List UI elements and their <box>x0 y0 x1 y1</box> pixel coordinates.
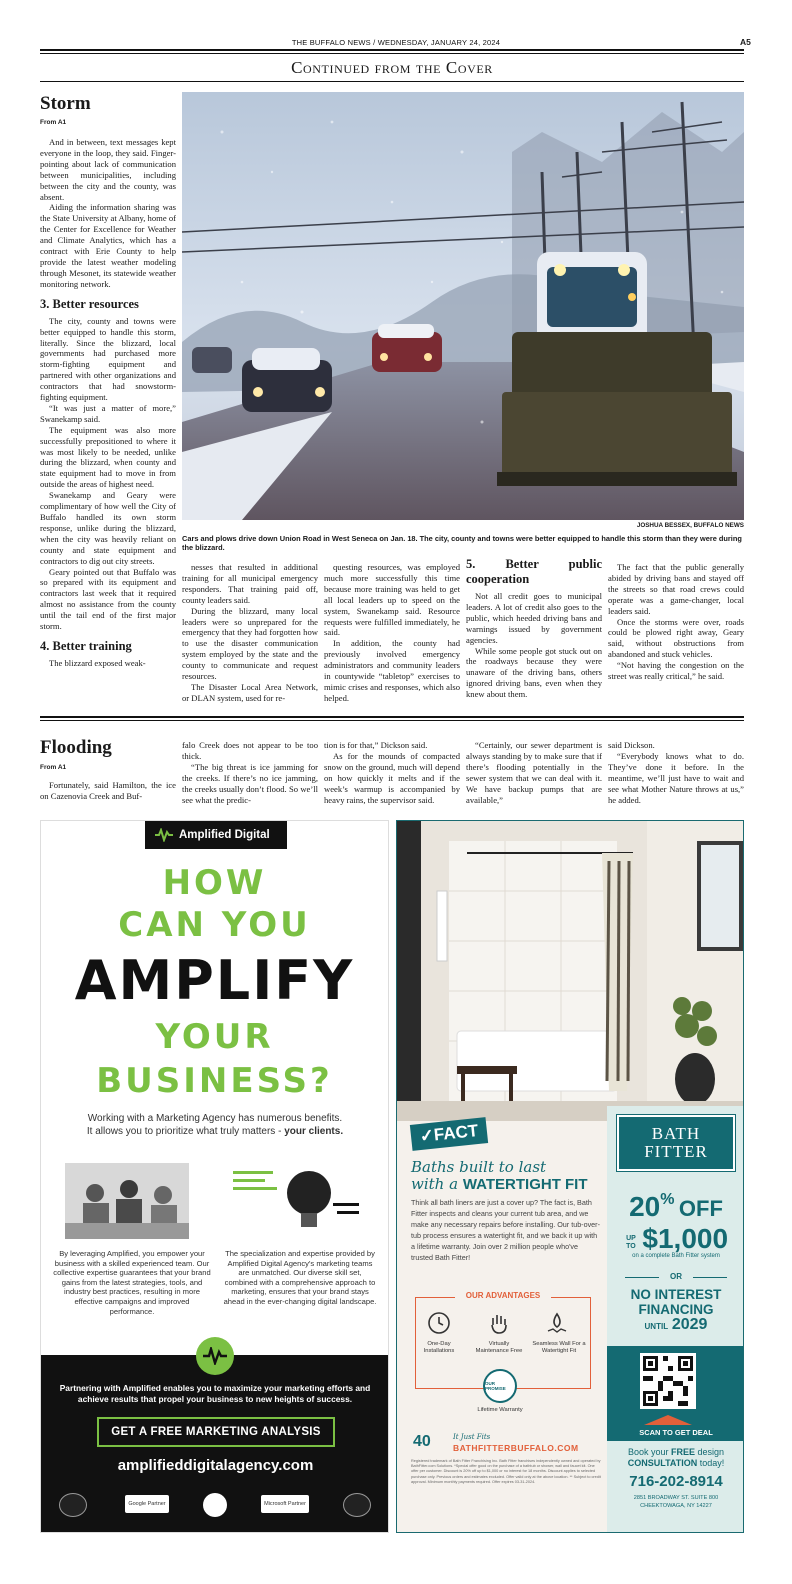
adv-seamless: Seamless Wall For a Watertight Fit <box>532 1341 586 1354</box>
bath-fitter-logo <box>617 1115 735 1171</box>
team-photo <box>65 1163 189 1239</box>
amp-intro-emphasis: your clients. <box>284 1125 344 1137</box>
paragraph: Not all credit goes to municipal leaders. A lot of credit also goes to the public, which heeded driving bans and warnings issued by government agencies. <box>466 591 602 645</box>
financing-year: 2029 <box>671 1316 708 1333</box>
book-free: FREE <box>670 1447 695 1457</box>
book-text-a: Book your <box>627 1447 671 1457</box>
subhead-better-resources: 3. Better resources <box>40 296 139 311</box>
section-rule-thin <box>40 720 744 721</box>
until-label: UNTIL <box>644 1322 669 1331</box>
paragraph: Swanekamp and Geary were complimentary of how well the City of Buffalo handled its own storm response, unlike during the blizzard, when the city was heavily reliant on county and state equipment and contractors to dig out city streets. <box>40 490 176 566</box>
up-to-label: UP TO <box>626 1235 636 1250</box>
paragraph: During the blizzard, many local leaders were so unprepared for the emergency that they had forgotten how to use the disaster communication system employed by the state and the county to communicate and request resources. <box>182 605 318 682</box>
amp-headline-2: CAN YOU <box>118 905 311 945</box>
flooding-headline: Flooding <box>40 737 112 758</box>
hand-icon <box>487 1311 511 1335</box>
award-badge-left <box>59 1493 87 1517</box>
amp-intro-text: Working with a Marketing Agency has numerous benefits. It allows you to prioritize what truly matters - <box>86 1113 343 1137</box>
book-text-e: today! <box>697 1458 725 1468</box>
clock-icon <box>427 1311 451 1335</box>
bf-body: Think all bath liners are just a cover up? The fact is, Bath Fitter inspects and cleans your current tub area, and we make any necessary repairs before installing. Our tub-over-tub process ensures a watertight fit, and we back it up with a lifetime warranty. Join over 2 million people who've trusted Bath Fitter! <box>411 1198 600 1262</box>
bf-headline <box>411 1159 588 1193</box>
storm-jump-from: From A1 <box>40 119 67 126</box>
header-rule-thin <box>40 53 744 54</box>
financing-line-2: FINANCING <box>638 1302 714 1317</box>
off-label: OFF <box>678 1196 723 1221</box>
amp-partner-text: Partnering with Amplified enables you to maximize your marketing efforts and achieve results that propel your business to new heights of success. <box>59 1383 371 1404</box>
storm-column-1 <box>40 137 176 669</box>
water-drop-icon <box>545 1311 569 1335</box>
adv-lifetime: Lifetime Warranty <box>477 1407 523 1413</box>
bath-fitter-ad[interactable] <box>396 820 744 1533</box>
pulse-badge-icon <box>203 1347 227 1365</box>
paragraph: And in between, text messages kept everyone in the loop, they said. Finger-pointing about lack of communication between municipalities, including between the city and the county, was absent. <box>40 137 176 202</box>
qr-code-graphic <box>643 1356 693 1406</box>
paragraph: “It was just a matter of more,” Swanekamp said. <box>40 402 176 424</box>
paragraph: “Certainly, our sewer department is always standing by to make sure that if there’s flooding potentially in the sewer system that we can deal with it. We have backup pumps that are available,” <box>466 740 602 805</box>
system-note: on a complete Bath Fitter system <box>632 1253 720 1259</box>
paragraph: Once the storms were over, roads could be plowed right away, Geary said, without obstructions from abandoned and stuck vehicles. <box>608 616 744 660</box>
paragraph: As for the mounds of compacted snow on the ground, much will depend on how quickly it melts and if the week’s warmup is accompanied by heavy rains, the supervisor said. <box>324 750 460 805</box>
book-consultation: CONSULTATION <box>627 1458 698 1468</box>
paragraph: The blizzard exposed weak- <box>49 657 146 668</box>
plow-scene-illustration <box>182 92 744 520</box>
paragraph: “Everybody knows what to do. They’ve done it before. In the meantime, we’ll just have to wait and see what Mother Nature throws at us,” he added. <box>608 750 744 805</box>
amp-right-text: The specialization and expertise provided by Amplified Digital Agency's marketing teams are unmatched. Our diverse skill set, combined with a comprehensive approach to marketing, ensures that your brand stays ahead in the ever-changing digital landscape. <box>223 1249 377 1306</box>
adv-maintenance: Virtually Maintenance Free <box>475 1341 523 1354</box>
paragraph: In addition, the county had previously involved emergency administrators and community leaders in countywide “tabletop” exercises to mimic crises and responses, which also helped. <box>324 638 460 703</box>
award-badge-right <box>343 1493 371 1517</box>
flooding-column-3 <box>324 740 460 805</box>
lightbulb-icon <box>229 1163 363 1239</box>
flooding-jump-from: From A1 <box>40 764 67 771</box>
book-text-c: design <box>695 1447 725 1457</box>
amplified-logo <box>145 821 287 849</box>
website-link[interactable]: BATHFITTERBUFFALO.COM <box>453 1443 579 1453</box>
bf-headline-2a: with a <box>411 1175 463 1193</box>
amplified-digital-ad[interactable] <box>40 820 389 1533</box>
flooding-column-2 <box>182 740 318 805</box>
header-rule <box>40 49 744 51</box>
consult-text <box>607 1447 744 1469</box>
flooding-column-4 <box>466 740 602 805</box>
amp-headline-4: YOUR <box>155 1017 274 1057</box>
storm-column-3 <box>324 562 460 704</box>
section-rule <box>40 716 744 718</box>
banner-rule <box>40 81 744 82</box>
paragraph: Geary pointed out that Buffalo was so prepared with its equipment and contractors last week that it required almost no assistance from the county until the tail end of the first major storm. <box>40 566 176 632</box>
pulse-icon <box>155 828 173 842</box>
flooding-column-1 <box>40 780 176 802</box>
discount-offer <box>617 1191 735 1223</box>
paragraph: The Disaster Local Area Network, or DLAN system, used for re- <box>182 681 318 703</box>
discount-amount <box>617 1223 735 1255</box>
financing-offer <box>617 1287 735 1334</box>
amp-headline-5: BUSINESS? <box>96 1061 333 1101</box>
team-illustration <box>65 1163 189 1239</box>
amp-headline-3: AMPLIFY <box>74 949 355 1012</box>
amp-left-text: By leveraging Amplified, you empower your business with a skilled experienced team. Our collective expertise guarantees that your brand gains from the latest strategies, tools, and industry best practices, resulting in more effective campaigns and improved performance. <box>53 1249 211 1316</box>
scan-label: SCAN TO GET DEAL <box>639 1428 713 1437</box>
paragraph: falo Creek does not appear to be too thick. <box>182 740 318 761</box>
bathroom-photo <box>397 821 744 1121</box>
amp-badge-icon <box>196 1337 234 1375</box>
advantages-title: OUR ADVANTAGES <box>455 1291 551 1300</box>
storm-headline: Storm <box>40 93 91 114</box>
subhead-better-training: 4. Better training <box>40 638 132 653</box>
financing-line-1: NO INTEREST <box>630 1287 722 1302</box>
percent-sign: % <box>660 1191 675 1208</box>
partner-badge-center <box>203 1493 227 1517</box>
qr-code[interactable] <box>640 1353 696 1409</box>
subhead-better-public-cooperation: 5. Better public cooperation <box>466 557 602 586</box>
brand-line-2: FITTER <box>644 1142 708 1161</box>
storm-photo <box>182 92 744 520</box>
address-line-2: CHEEKTOWAGA, NY 14227 <box>640 1502 712 1509</box>
paragraph: nesses that resulted in additional training for all municipal emergency responders. That training paid off, county leaders said. <box>182 562 318 605</box>
amplified-logo-text: Amplified Digital <box>179 829 270 841</box>
fact-badge: ✓FACT <box>410 1117 488 1151</box>
paragraph: said Dickson. <box>608 740 655 750</box>
paragraph: “Not having the congestion on the street was really critical,” he said. <box>608 660 744 682</box>
address-line-1: 2851 BROADWAY ST. SUITE 800 <box>633 1495 719 1501</box>
adv-one-day: One-Day Installations <box>423 1341 455 1354</box>
page-number: A5 <box>740 37 751 47</box>
paragraph: “The big threat is ice jamming for the creeks. If there’s no ice jamming, the creeks usually don’t flood. So we’ll see what the predic- <box>182 761 318 805</box>
or-label: OR <box>659 1272 693 1281</box>
brand-line-1: BATH <box>651 1124 701 1143</box>
lightbulb-graphic <box>229 1163 363 1239</box>
paragraph: Aiding the information sharing was the State University at Albany, home of the Center for Excellence for Weather and Climate Analytics, which has a contract with Erie County to help provide the latest weather modeling through Mesonet, its statewide weather monitoring network. <box>40 202 176 289</box>
storm-column-2 <box>182 562 318 704</box>
folio: THE BUFFALO NEWS / WEDNESDAY, JANUARY 24, 2024 <box>291 38 501 47</box>
flooding-column-5 <box>608 740 744 805</box>
photo-caption: Cars and plows drive down Union Road in West Seneca on Jan. 18. The city, county and towns were better equipped to handle this storm than they were during the blizzard. <box>182 534 742 553</box>
free-analysis-button[interactable]: GET A FREE MARKETING ANALYSIS <box>97 1417 335 1447</box>
amp-url-link[interactable]: amplifieddigitalagency.com <box>117 1457 314 1474</box>
lifetime-seal-icon: OUR PROMISE <box>483 1369 517 1403</box>
microsoft-partner-badge: Microsoft Partner <box>261 1495 309 1513</box>
tagline: It Just Fits <box>453 1433 491 1441</box>
storm-column-4 <box>466 557 602 700</box>
google-partner-badge: Google Partner <box>125 1495 169 1513</box>
photo-credit: JOSHUA BESSEX, BUFFALO NEWS <box>636 522 744 529</box>
paragraph: The equipment was also more successfully prepositioned to where it was most likely to be needed, unlike during the blizzard, when county and state equipment had to move in from outside the areas of highest need. <box>40 424 176 490</box>
bf-headline-1: Baths built to last <box>411 1158 547 1176</box>
paragraph: questing resources, was employed much more successfully this time because more training was held to get all local leaders up to speed on the system, Swanekamp said. Resource requests were fulfilled immediately, he said. <box>324 562 460 638</box>
paragraph: While some people got stuck out on the roadways because they were unaware of the driving bans, others ignored driving bans, even when they knew about them. <box>466 645 602 700</box>
discount-dollar: $1,000 <box>642 1223 729 1254</box>
fine-print: Registered trademark of Bath Fitter Franchising Inc. Bath Fitter franchises independently owned and operated by BathFitter.com Solutions. *Special offer good on the purchase of a bathtub or shower, wall and faucet kit. One offer per customer. Discount is 20% off up to $1,000 or no interest for 18 months. Discount applies to selected purchase only. Previous orders and estimates excluded. Offer valid only at the above location. ** Subject to credit approval. Minimum monthly payments required. Offer expires 03-31-2024. <box>411 1459 601 1484</box>
paragraph: tion is for that,” Dickson said. <box>324 740 428 750</box>
phone-number[interactable]: 716-202-8914 <box>629 1473 723 1490</box>
paragraph: The city, county and towns were better equipped to handle this storm, literally. Since the blizzard, local governments had purchased more storm-fighting equipment and partnered with other organizations and contractors that had snowstorm-fighting equipment. <box>40 315 176 403</box>
forty-years-logo: 40 <box>413 1433 431 1450</box>
section-banner: Continued from the Cover <box>291 58 493 77</box>
discount-percent: 20 <box>629 1191 661 1222</box>
amp-headline-1: HOW <box>162 863 267 903</box>
bf-headline-2b: WATERTIGHT FIT <box>462 1176 588 1193</box>
amp-intro <box>85 1113 345 1138</box>
address <box>607 1495 744 1510</box>
paragraph: Fortunately, said Hamilton, the ice on Cazenovia Creek and Buf- <box>40 780 176 801</box>
paragraph: The fact that the public generally abided by driving bans and stayed off the streets so that road crews could operate was a game-changer, local leaders said. <box>608 562 744 616</box>
storm-column-5 <box>608 562 744 682</box>
scan-arrow-icon <box>644 1415 692 1425</box>
